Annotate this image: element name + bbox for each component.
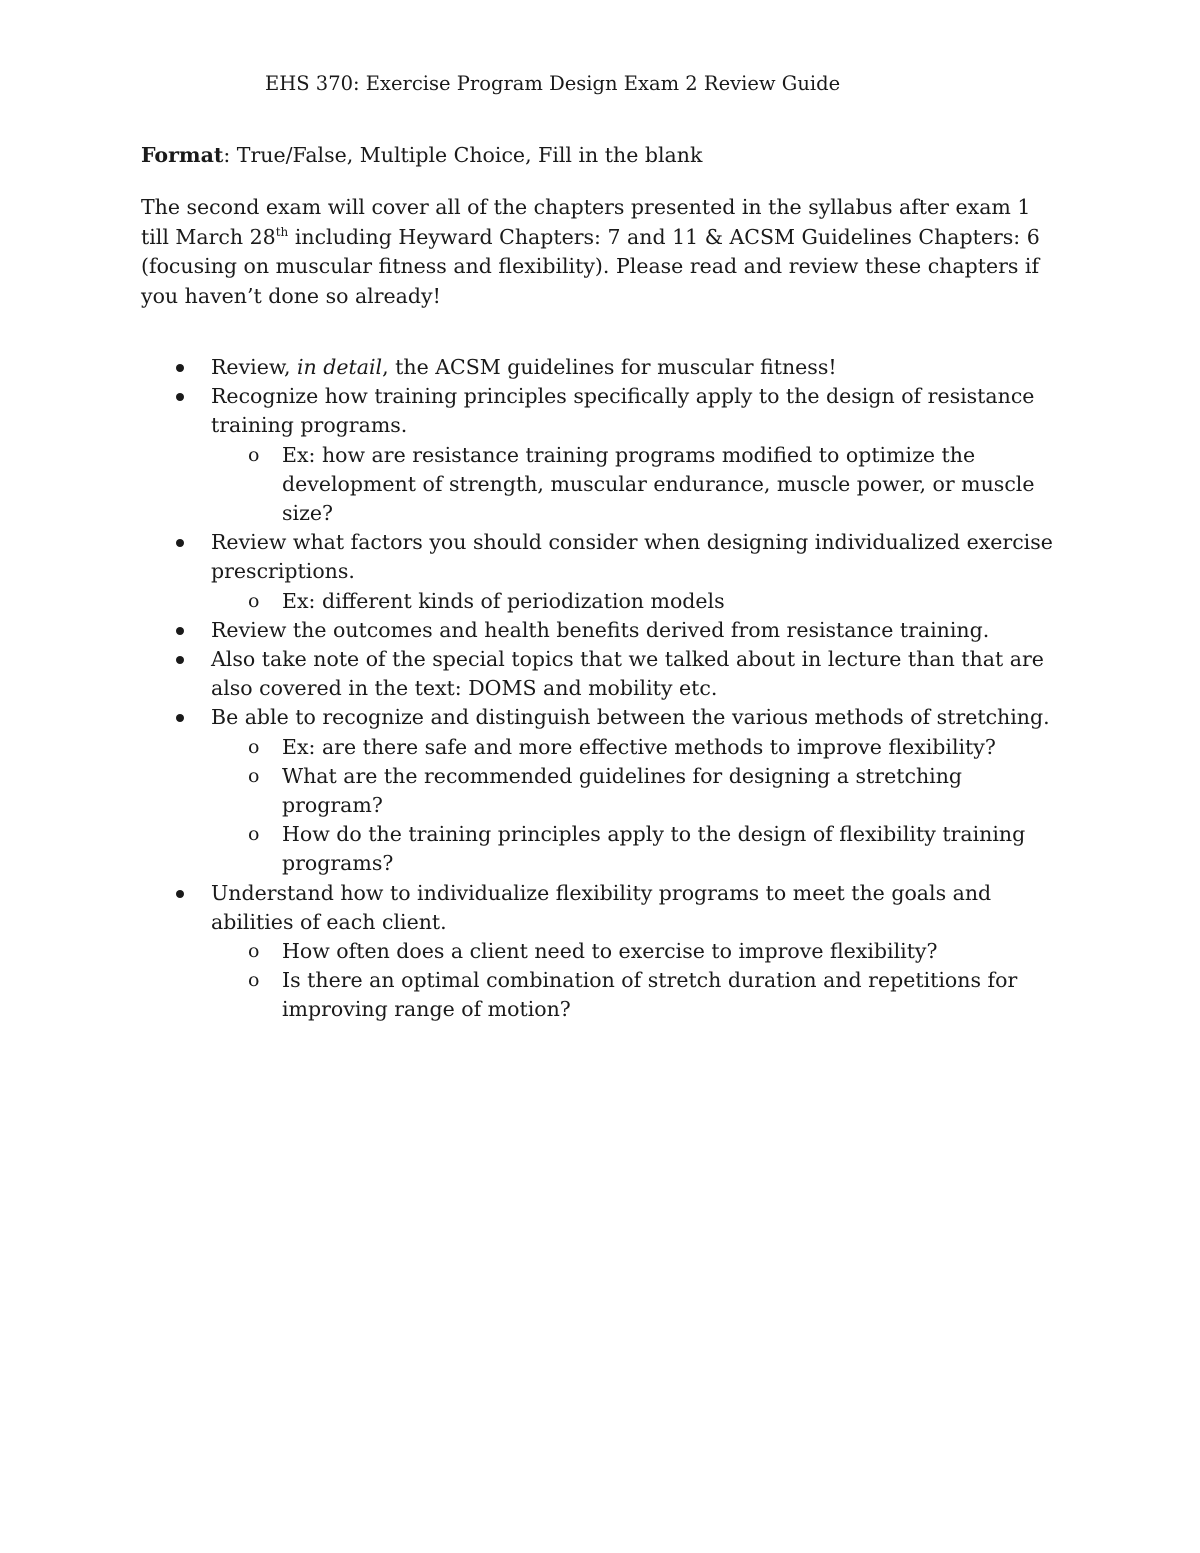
intro-text-part2: including Heyward Chapters: 7 and 11 & ACSM Guidelines Chapters: 6 (focusing on muscular fitness and flexibility). Please read and review these chapters if you haven’t done so already!: [141, 224, 1040, 308]
sub-list-item: [0, 733, 1062, 762]
list-item: [0, 382, 1061, 440]
bullet-icon: [176, 539, 184, 547]
list-item-text: Also take note of the special topics that we talked about in lecture than that are also covered in the text: DOMS and mobility etc.: [211, 647, 1044, 701]
sub-list-item-text: Ex: how are resistance training programs modified to optimize the development of strength, muscular endurance, muscle power, or muscle size?: [282, 442, 1035, 526]
document-title: EHS 370: Exercise Program Design Exam 2 Review Guide: [265, 72, 841, 95]
sub-bullet-icon: o: [248, 443, 260, 466]
list-item-text: Understand how to individualize flexibility programs to meet the goals and abilities of each client.: [211, 880, 992, 934]
bullet-icon: [176, 393, 184, 401]
sub-list-item: [0, 937, 1062, 966]
sub-list-item-text: Ex: are there safe and more effective methods to improve flexibility?: [282, 734, 996, 759]
sub-bullet-icon: o: [248, 735, 260, 758]
sub-list-item-text: How do the training principles apply to the design of flexibility training programs?: [282, 822, 1026, 876]
sub-list-item-text: Is there an optimal combination of stretch duration and repetitions for improving range of motion?: [282, 968, 1018, 1022]
sub-list-item: [0, 762, 1062, 820]
sub-list-item: [0, 441, 1062, 529]
sub-list-item: [0, 966, 1062, 1024]
sub-list-item: [0, 820, 1062, 878]
bullet-icon: [176, 890, 184, 898]
sub-bullet-icon: o: [248, 940, 260, 963]
list-item-text: Be able to recognize and distinguish between the various methods of stretching.: [211, 705, 1050, 730]
sub-bullet-icon: o: [248, 764, 260, 787]
list-item-text: Review,: [211, 355, 297, 379]
intro-superscript: th: [275, 224, 289, 239]
list-item: [0, 703, 1061, 732]
format-line: [141, 140, 702, 170]
bullet-icon: [176, 627, 184, 635]
list-item: [0, 616, 1061, 645]
list-item: [0, 528, 1061, 586]
list-item-text: Review the outcomes and health benefits derived from resistance training.: [211, 617, 990, 642]
bullet-icon: [176, 656, 184, 664]
sub-list-item: [0, 587, 1062, 616]
list-item-emphasis: in detail: [296, 355, 383, 379]
bullet-icon: [176, 364, 184, 372]
sub-list-item-text: How often does a client need to exercise to improve flexibility?: [282, 939, 938, 964]
format-label: Format: [141, 143, 224, 167]
review-list: [0, 353, 1200, 1025]
list-item: [0, 353, 1061, 382]
intro-text-part1: The second exam will cover all of the chapters presented in the syllabus after exam 1 till March 28: [141, 195, 1031, 249]
bullet-icon: [176, 714, 184, 722]
sub-list-item-text: What are the recommended guidelines for designing a stretching program?: [282, 763, 963, 818]
list-item-text: Review what factors you should consider when designing individualized exercise prescriptions.: [211, 530, 1053, 584]
format-text: : True/False, Multiple Choice, Fill in the blank: [223, 143, 703, 167]
list-item-text: , the ACSM guidelines for muscular fitness!: [382, 355, 837, 379]
sub-bullet-icon: o: [248, 969, 260, 992]
list-item: [0, 645, 1061, 703]
sub-bullet-icon: o: [248, 823, 260, 846]
list-item: [0, 879, 1061, 937]
sub-list-item-text: Ex: different kinds of periodization models: [282, 588, 725, 613]
sub-bullet-icon: o: [248, 589, 260, 612]
list-item-text: Recognize how training principles specifically apply to the design of resistance training programs.: [211, 384, 1035, 438]
intro-paragraph: [141, 193, 1061, 311]
